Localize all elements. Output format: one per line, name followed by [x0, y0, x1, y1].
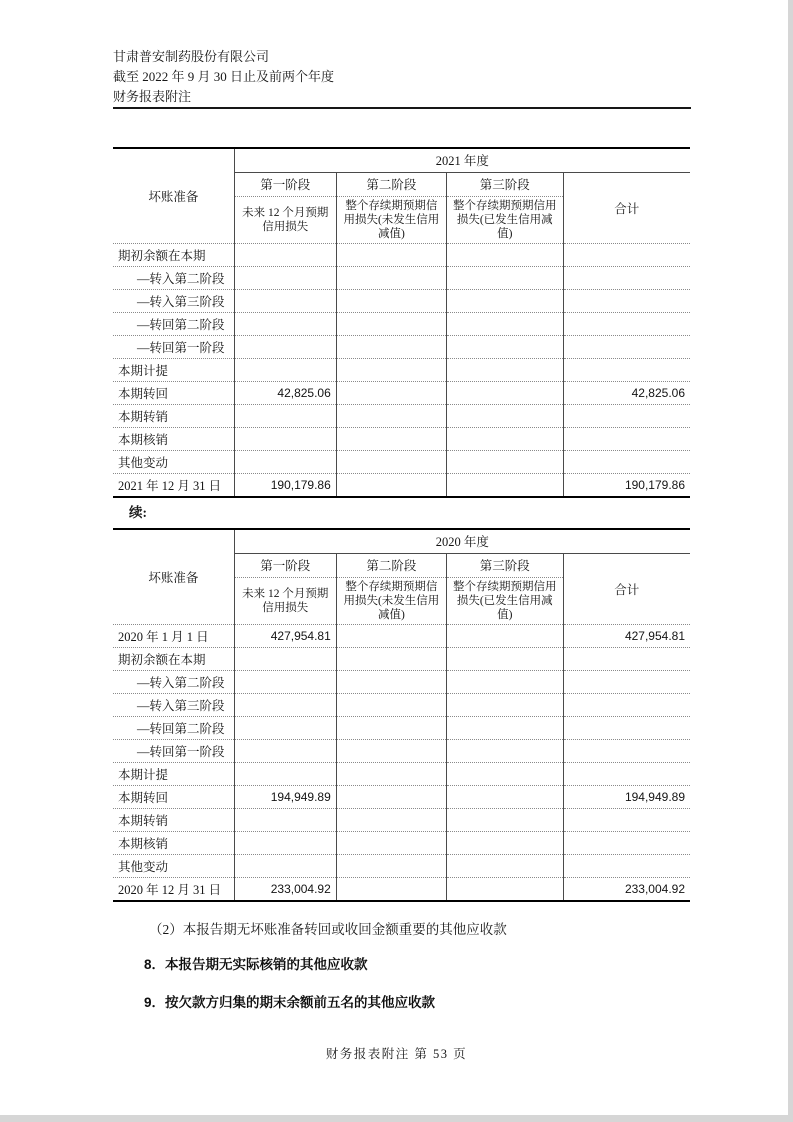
- total-cell: 190,179.86: [624, 477, 685, 492]
- stage3-cell: [446, 335, 563, 358]
- stage2-cell: [336, 624, 446, 647]
- row-label: 本期核销: [113, 427, 234, 450]
- table-row: [113, 427, 690, 450]
- stage2-cell: [336, 335, 446, 358]
- stage2-cell: [336, 404, 446, 427]
- total-cell: [563, 450, 690, 473]
- row-header-title: 坏账准备: [113, 148, 234, 243]
- stage3-cell: [446, 693, 563, 716]
- table-row: [113, 243, 690, 266]
- stage1-cell: [234, 739, 336, 762]
- stage2-cell: [336, 785, 446, 808]
- stage2-cell: [336, 739, 446, 762]
- stage1-header: 第一阶段: [234, 553, 336, 577]
- total-cell: [563, 312, 690, 335]
- note-paragraph-2: （2）本报告期无坏账准备转回或收回金额重要的其他应收款: [149, 922, 507, 937]
- total-cell: [563, 739, 690, 762]
- bad-debt-provision-table-2021: [113, 147, 690, 498]
- stage1-cell: [234, 243, 336, 266]
- total-cell: 42,825.06: [563, 381, 690, 404]
- table-row: [113, 762, 690, 785]
- row-label: 本期核销: [113, 831, 234, 854]
- row-label: 2021 年 12 月 31 日: [113, 473, 234, 497]
- stage2-header: 第二阶段: [336, 553, 446, 577]
- table-row: [113, 450, 690, 473]
- table-row: [113, 473, 690, 497]
- year-header: 2021 年度: [234, 148, 690, 172]
- company-name: 甘肃普安制药股份有限公司: [113, 49, 270, 64]
- total-cell: [563, 831, 690, 854]
- stage3-cell: [446, 647, 563, 670]
- total-cell: [563, 427, 690, 450]
- row-label: —转回第二阶段: [113, 312, 234, 335]
- stage1-cell: 194,949.89: [234, 785, 336, 808]
- stage3-header: 第三阶段: [446, 172, 563, 196]
- row-label: —转入第二阶段: [113, 266, 234, 289]
- year-header-row: [113, 148, 690, 172]
- table-row: [113, 647, 690, 670]
- stage3-header: 第三阶段: [446, 553, 563, 577]
- total-cell: [563, 243, 690, 266]
- row-label: 期初余额在本期: [113, 647, 234, 670]
- total-header: 合计: [563, 172, 690, 243]
- stage3-cell: [446, 243, 563, 266]
- stage2-cell: [336, 427, 446, 450]
- stage1-cell: 233,004.92: [234, 877, 336, 901]
- stage3-cell: [446, 289, 563, 312]
- total-header: 合计: [563, 553, 690, 624]
- stage3-cell: [446, 427, 563, 450]
- stage2-cell: [336, 647, 446, 670]
- row-label: —转回第一阶段: [113, 739, 234, 762]
- stage1-cell: [234, 358, 336, 381]
- row-label: —转入第二阶段: [113, 670, 234, 693]
- table-row: [113, 624, 690, 647]
- year-header-row: [113, 529, 690, 553]
- table-row: [113, 404, 690, 427]
- total-cell: [563, 647, 690, 670]
- table-row: [113, 785, 690, 808]
- row-label: 本期计提: [113, 358, 234, 381]
- stage2-cell: [336, 693, 446, 716]
- stage2-cell: [336, 762, 446, 785]
- row-label: 2020 年 12 月 31 日: [113, 877, 234, 901]
- stage3-cell: [446, 312, 563, 335]
- stage2-cell: [336, 831, 446, 854]
- table-row: [113, 266, 690, 289]
- total-cell: [563, 670, 690, 693]
- stage3-cell: [446, 473, 563, 497]
- row-label: —转入第三阶段: [113, 289, 234, 312]
- bad-debt-table-2020: [113, 528, 690, 902]
- row-label: 期初余额在本期: [113, 243, 234, 266]
- stage2-description: 整个存续期预期信用损失(未发生信用减值): [336, 577, 446, 624]
- stage1-cell: [234, 670, 336, 693]
- stage3-cell: [446, 670, 563, 693]
- stage1-cell: [234, 693, 336, 716]
- stage3-cell: [446, 358, 563, 381]
- stage1-cell: [234, 266, 336, 289]
- section-heading-8: 8．本报告期无实际核销的其他应收款: [144, 957, 368, 972]
- row-label: 本期转销: [113, 808, 234, 831]
- table-row: [113, 831, 690, 854]
- stage2-cell: [336, 243, 446, 266]
- stage2-cell: [336, 312, 446, 335]
- total-cell: [563, 854, 690, 877]
- period-line: 截至 2022 年 9 月 30 日止及前两个年度: [113, 69, 335, 84]
- stage3-cell: [446, 381, 563, 404]
- total-cell: [563, 762, 690, 785]
- stage1-cell: [234, 854, 336, 877]
- stage1-cell: [234, 289, 336, 312]
- stage3-description: 整个存续期预期信用损失(已发生信用减值): [446, 196, 563, 243]
- stage3-description: 整个存续期预期信用损失(已发生信用减值): [446, 577, 563, 624]
- stage2-cell: [336, 854, 446, 877]
- table-row: [113, 381, 690, 404]
- stage1-cell: [234, 450, 336, 473]
- stage3-cell: [446, 739, 563, 762]
- row-label: 其他变动: [113, 854, 234, 877]
- total-cell: 233,004.92: [624, 881, 685, 896]
- stage3-cell: [446, 877, 563, 901]
- stage2-header: 第二阶段: [336, 172, 446, 196]
- stage3-cell: [446, 831, 563, 854]
- stage1-cell: [234, 716, 336, 739]
- table-row: [113, 808, 690, 831]
- stage1-cell: [234, 831, 336, 854]
- stage2-cell: [336, 266, 446, 289]
- stage1-cell: [234, 335, 336, 358]
- stage2-cell: [336, 381, 446, 404]
- stage3-cell: [446, 404, 563, 427]
- stage3-cell: [446, 762, 563, 785]
- bad-debt-table-2021: [113, 147, 690, 498]
- table-row: [113, 693, 690, 716]
- total-cell: [563, 289, 690, 312]
- row-label: 本期转销: [113, 404, 234, 427]
- stage2-cell: [336, 808, 446, 831]
- stage3-cell: [446, 785, 563, 808]
- stage1-cell: [234, 808, 336, 831]
- stage1-cell: 190,179.86: [234, 473, 336, 497]
- year-header: 2020 年度: [234, 529, 690, 553]
- stage1-cell: 427,954.81: [234, 624, 336, 647]
- stage3-cell: [446, 808, 563, 831]
- page-footer: 财务报表附注 第 53 页: [325, 1047, 468, 1061]
- row-label: —转回第一阶段: [113, 335, 234, 358]
- table-row: [113, 289, 690, 312]
- table-row: [113, 335, 690, 358]
- table-row: [113, 877, 690, 901]
- stage1-cell: [234, 312, 336, 335]
- stage1-cell: [234, 404, 336, 427]
- row-label: 2020 年 1 月 1 日: [113, 624, 234, 647]
- doc-title: 财务报表附注: [113, 89, 192, 104]
- stage1-cell: [234, 647, 336, 670]
- total-cell: [563, 358, 690, 381]
- stage1-cell: [234, 762, 336, 785]
- stage2-cell: [336, 670, 446, 693]
- total-cell: [563, 716, 690, 739]
- table-row: [113, 739, 690, 762]
- row-label: 本期转回: [113, 785, 234, 808]
- total-cell: 427,954.81: [563, 624, 690, 647]
- stage3-cell: [446, 624, 563, 647]
- stage3-cell: [446, 854, 563, 877]
- stage2-description: 整个存续期预期信用损失(未发生信用减值): [336, 196, 446, 243]
- table-row: [113, 670, 690, 693]
- bad-debt-provision-table-2020: [113, 528, 690, 902]
- row-label: 本期计提: [113, 762, 234, 785]
- row-label: 其他变动: [113, 450, 234, 473]
- stage2-cell: [336, 473, 446, 497]
- row-header-title: 坏账准备: [113, 529, 234, 624]
- stage2-cell: [336, 716, 446, 739]
- header-rule: [113, 107, 691, 109]
- total-cell: 194,949.89: [563, 785, 690, 808]
- continuation-label: 续:: [129, 505, 147, 520]
- stage3-cell: [446, 266, 563, 289]
- row-label: 本期转回: [113, 381, 234, 404]
- stage2-cell: [336, 450, 446, 473]
- stage1-cell: 42,825.06: [234, 381, 336, 404]
- row-label: —转入第三阶段: [113, 693, 234, 716]
- section-heading-9: 9．按欠款方归集的期末余额前五名的其他应收款: [144, 995, 436, 1010]
- stage1-header: 第一阶段: [234, 172, 336, 196]
- doc-header: [113, 47, 334, 107]
- table-row: [113, 358, 690, 381]
- stage1-description: 未来 12 个月预期信用损失: [234, 577, 336, 624]
- stage2-cell: [336, 358, 446, 381]
- table-row: [113, 716, 690, 739]
- stage2-cell: [336, 289, 446, 312]
- table-row: [113, 312, 690, 335]
- row-label: —转回第二阶段: [113, 716, 234, 739]
- stage1-description: 未来 12 个月预期信用损失: [234, 196, 336, 243]
- total-cell: [563, 335, 690, 358]
- stage3-cell: [446, 450, 563, 473]
- stage3-cell: [446, 716, 563, 739]
- total-cell: [563, 404, 690, 427]
- table-row: [113, 854, 690, 877]
- total-cell: [563, 808, 690, 831]
- total-cell: [563, 266, 690, 289]
- stage2-cell: [336, 877, 446, 901]
- total-cell: [563, 693, 690, 716]
- stage1-cell: [234, 427, 336, 450]
